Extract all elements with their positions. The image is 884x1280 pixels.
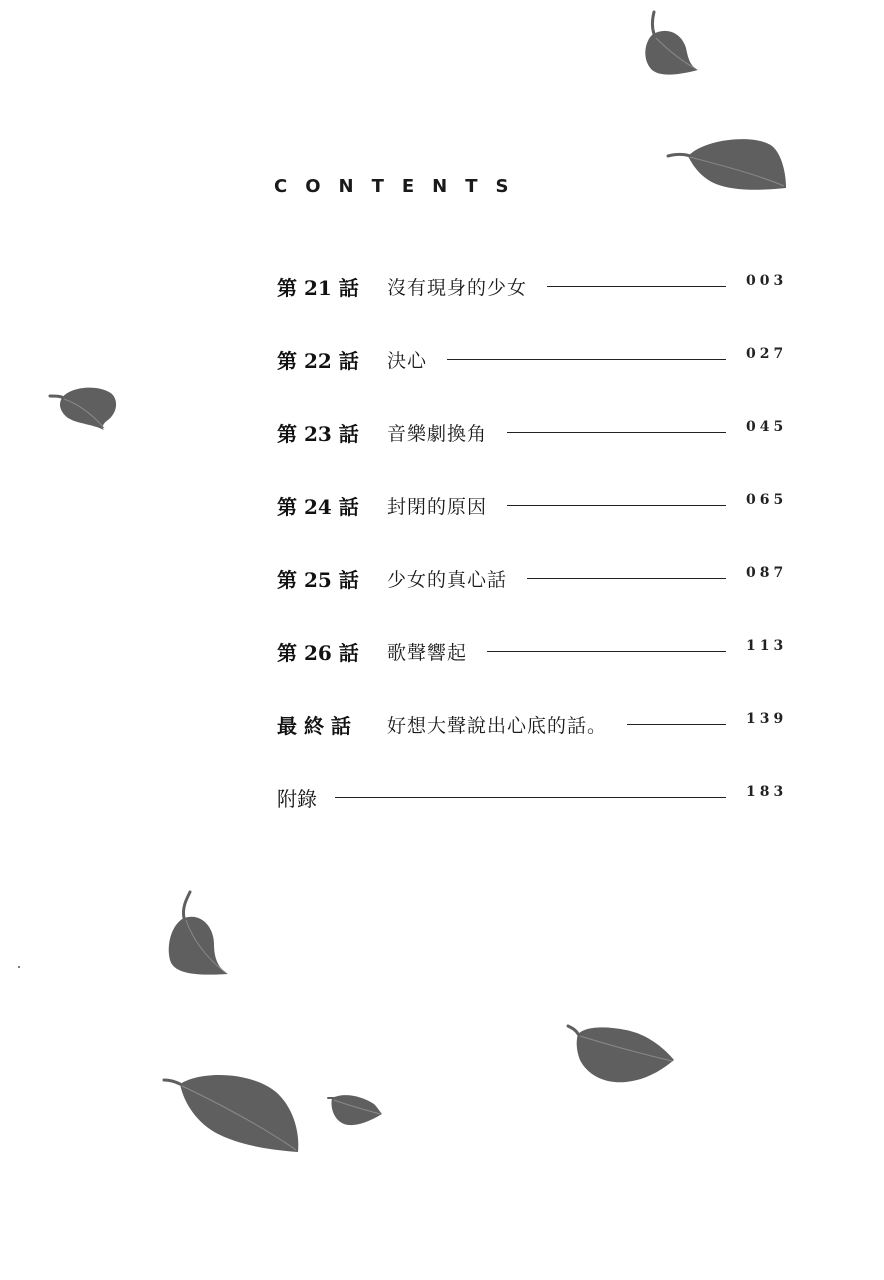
page-number: 139 bbox=[746, 711, 788, 727]
toc-entry[interactable] bbox=[277, 485, 790, 525]
chapter-title: 少女的真心話 bbox=[387, 568, 508, 591]
toc-entry[interactable] bbox=[277, 631, 790, 671]
chapter-title: 封閉的原因 bbox=[387, 495, 488, 518]
toc-entry[interactable] bbox=[277, 412, 790, 452]
leader-line bbox=[507, 432, 726, 433]
page-number: 065 bbox=[746, 492, 788, 508]
chapter-title: 沒有現身的少女 bbox=[387, 276, 528, 299]
leaf-icon bbox=[326, 1090, 384, 1130]
page-number: 027 bbox=[746, 346, 788, 362]
chapter-label: 第 22 話 bbox=[277, 348, 359, 373]
appendix-label: 附錄 bbox=[277, 786, 317, 811]
chapter-label: 第 23 話 bbox=[277, 421, 359, 446]
toc-entry[interactable] bbox=[277, 704, 790, 744]
leader-line bbox=[335, 797, 726, 798]
page-number: 113 bbox=[746, 638, 788, 654]
chapter-title: 音樂劇換角 bbox=[387, 422, 488, 445]
leader-line bbox=[627, 724, 726, 725]
chapter-label: 第 24 話 bbox=[277, 494, 359, 519]
chapter-title: 決心 bbox=[387, 349, 428, 372]
chapter-label: 最 終 話 bbox=[277, 713, 351, 738]
table-of-contents bbox=[277, 266, 790, 850]
page-number: 183 bbox=[746, 784, 788, 800]
leaf-icon bbox=[666, 134, 790, 192]
toc-entry[interactable] bbox=[277, 558, 790, 598]
page-number: 045 bbox=[746, 419, 788, 435]
leader-line bbox=[507, 505, 726, 506]
chapter-label: 第 21 話 bbox=[277, 275, 359, 300]
speck bbox=[18, 966, 20, 968]
chapter-title: 歌聲響起 bbox=[387, 641, 468, 664]
page-title: CONTENTS bbox=[274, 176, 527, 197]
page-number: 087 bbox=[746, 565, 788, 581]
leader-line bbox=[487, 651, 726, 652]
toc-entry-appendix[interactable] bbox=[277, 777, 790, 817]
leader-line bbox=[447, 359, 726, 360]
leaf-icon bbox=[48, 384, 120, 432]
leader-line bbox=[547, 286, 726, 287]
leaf-icon bbox=[636, 8, 702, 78]
leaf-icon bbox=[566, 1020, 676, 1086]
chapter-label: 第 26 話 bbox=[277, 640, 359, 665]
toc-entry[interactable] bbox=[277, 266, 790, 306]
page-number: 003 bbox=[746, 273, 788, 289]
leaf-icon bbox=[162, 888, 234, 980]
leaf-icon bbox=[162, 1070, 304, 1154]
toc-entry[interactable] bbox=[277, 339, 790, 379]
chapter-title: 好想大聲說出心底的話。 bbox=[387, 714, 608, 737]
chapter-label: 第 25 話 bbox=[277, 567, 359, 592]
leader-line bbox=[527, 578, 726, 579]
